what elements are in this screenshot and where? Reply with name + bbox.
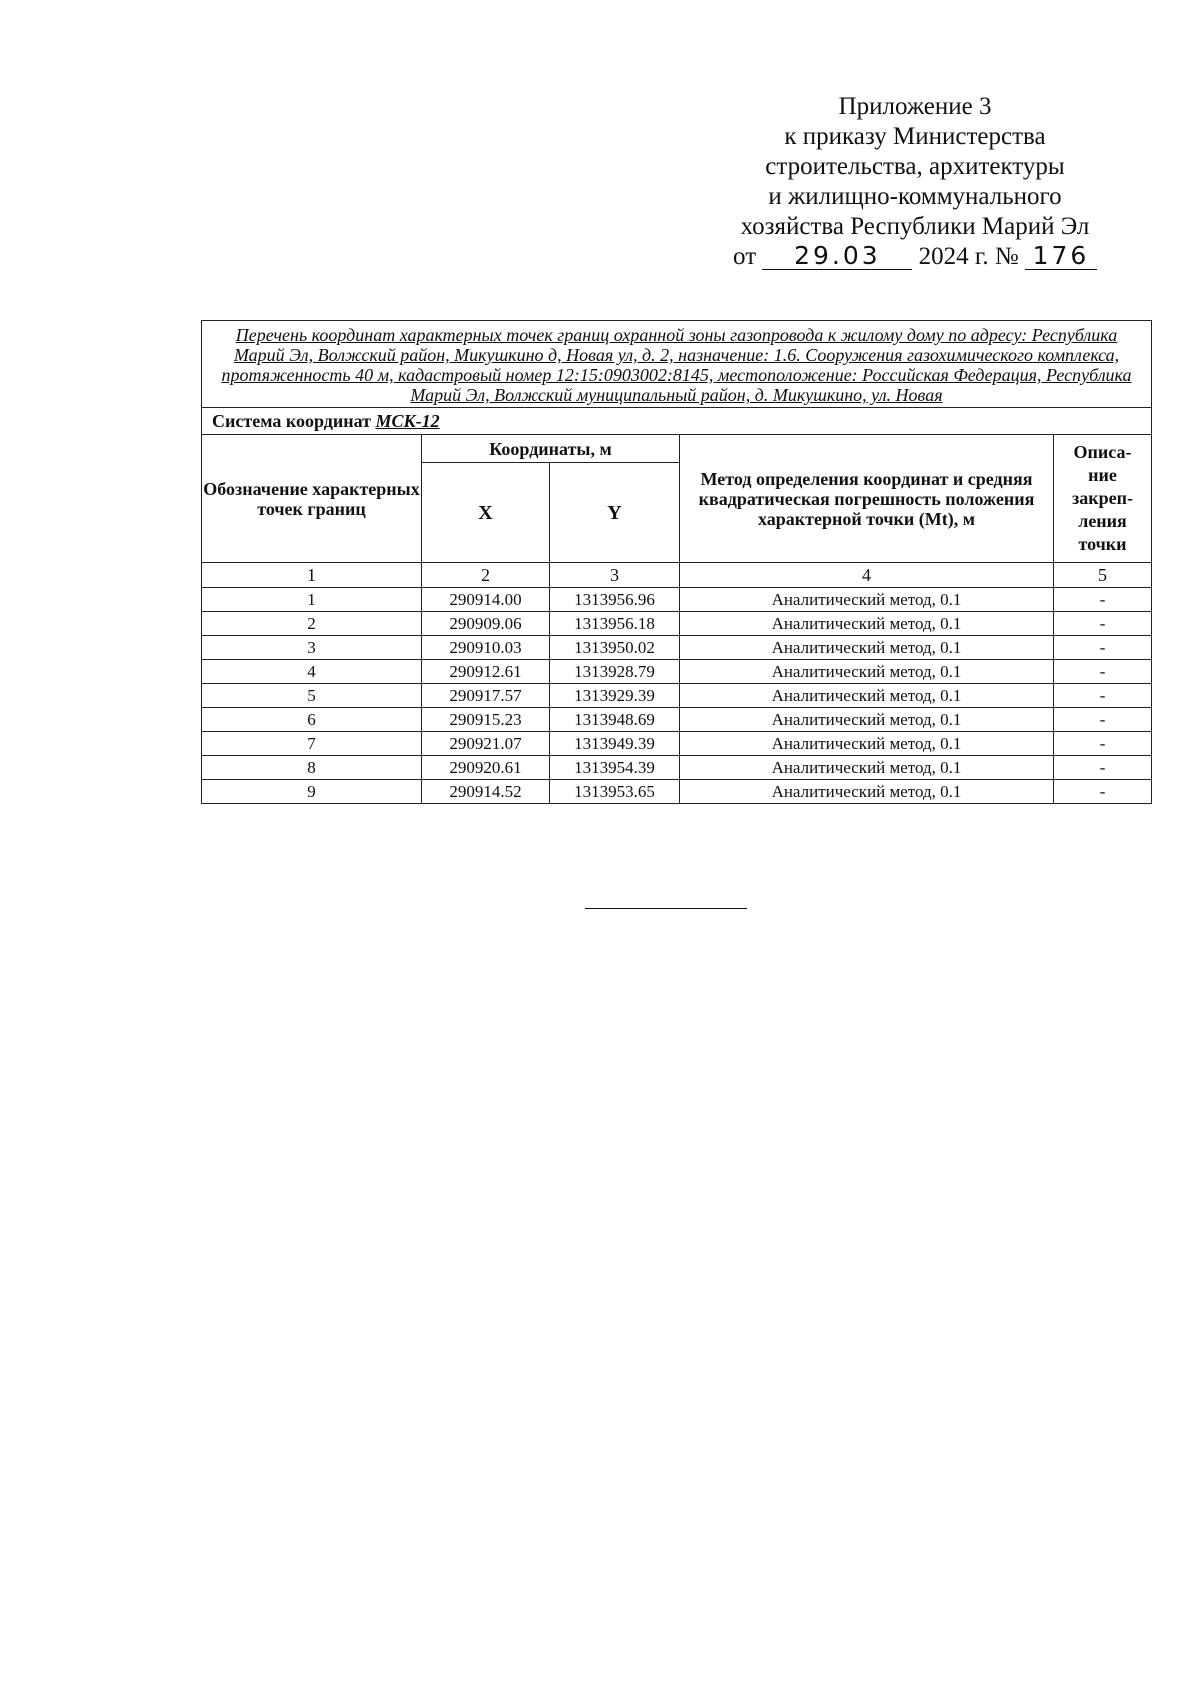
cell-x: 290914.00 [422,588,550,612]
appendix-ministry-line3: хозяйства Республики Марий Эл [740,213,1090,240]
cell-description: - [1054,684,1152,708]
end-divider [585,908,747,909]
cell-y: 1313953.65 [550,780,680,804]
header-y: Y [550,463,680,563]
cell-x: 290917.57 [422,684,550,708]
coordinates-table [201,320,1152,804]
cell-method: Аналитический метод, 0.1 [680,708,1054,732]
column-number: 4 [680,563,1054,588]
cell-description: - [1054,780,1152,804]
coordinate-system-label: Система координат [212,411,371,431]
order-prefix: от [733,243,757,270]
table-row [202,588,1152,612]
cell-y: 1313956.18 [550,612,680,636]
column-number: 2 [422,563,550,588]
order-date-number [690,242,1140,272]
cell-description: - [1054,756,1152,780]
cell-method: Аналитический метод, 0.1 [680,780,1054,804]
header-x: X [422,463,550,563]
column-numbers-row [202,563,1152,588]
cell-x: 290921.07 [422,732,550,756]
appendix-ministry-line1: строительства, архитектуры [765,153,1065,180]
cell-description: - [1054,636,1152,660]
cell-method: Аналитический метод, 0.1 [680,636,1054,660]
appendix-header [690,92,1140,272]
header-description: Описа-ние закреп-ления точки [1054,435,1152,563]
cell-point: 2 [202,612,422,636]
coordinate-system-row [202,408,1152,435]
cell-x: 290909.06 [422,612,550,636]
cell-point: 6 [202,708,422,732]
cell-x: 290915.23 [422,708,550,732]
cell-y: 1313954.39 [550,756,680,780]
order-number-handwritten: 176 [1025,243,1097,270]
cell-method: Аналитический метод, 0.1 [680,612,1054,636]
cell-method: Аналитический метод, 0.1 [680,588,1054,612]
table-row [202,732,1152,756]
appendix-title: Приложение 3 [838,93,992,120]
header-method: Метод определения координат и средняя квадратическая погрешность положения характерной точки (Mt), м [680,435,1054,563]
table-row [202,708,1152,732]
table-title: Перечень координат характерных точек границ охранной зоны газопровода к жилому дому по адресу: Республика Марий Эл, Волжский район, Микушкино д, Новая ул, д. 2, назначение: 1.6. Сооружения газохимического комплекса, протяженность 40 м, кадастровый номер 12:15:0903002:8145, местоположение: Российская Федерация, Республика Марий Эл, Волжский муниципальный район, д. Микушкино, ул. Новая [202,321,1152,408]
appendix-order-ref: к приказу Министерства [784,123,1046,150]
cell-y: 1313949.39 [550,732,680,756]
order-year: 2024 г. № [918,243,1019,270]
cell-point: 5 [202,684,422,708]
header-point: Обозначение характерных точек границ [202,435,422,563]
cell-method: Аналитический метод, 0.1 [680,660,1054,684]
cell-y: 1313928.79 [550,660,680,684]
column-number: 3 [550,563,680,588]
cell-x: 290914.52 [422,780,550,804]
coordinate-system-value: МСК-12 [375,411,440,431]
cell-point: 7 [202,732,422,756]
cell-y: 1313929.39 [550,684,680,708]
table-row [202,660,1152,684]
cell-description: - [1054,588,1152,612]
appendix-ministry-line2: и жилищно-коммунального [768,183,1062,210]
table-row [202,756,1152,780]
cell-y: 1313956.96 [550,588,680,612]
cell-description: - [1054,732,1152,756]
table-row [202,684,1152,708]
cell-point: 8 [202,756,422,780]
cell-y: 1313950.02 [550,636,680,660]
table-row [202,612,1152,636]
table-row [202,780,1152,804]
cell-method: Аналитический метод, 0.1 [680,732,1054,756]
cell-description: - [1054,708,1152,732]
cell-method: Аналитический метод, 0.1 [680,756,1054,780]
column-number: 5 [1054,563,1152,588]
cell-point: 9 [202,780,422,804]
order-date-handwritten: 29.03 [762,243,912,270]
cell-x: 290912.61 [422,660,550,684]
cell-x: 290910.03 [422,636,550,660]
cell-point: 3 [202,636,422,660]
header-coordinates: Координаты, м [422,435,680,463]
cell-method: Аналитический метод, 0.1 [680,684,1054,708]
table-row [202,636,1152,660]
cell-x: 290920.61 [422,756,550,780]
cell-y: 1313948.69 [550,708,680,732]
cell-point: 4 [202,660,422,684]
column-number: 1 [202,563,422,588]
cell-point: 1 [202,588,422,612]
cell-description: - [1054,660,1152,684]
cell-description: - [1054,612,1152,636]
